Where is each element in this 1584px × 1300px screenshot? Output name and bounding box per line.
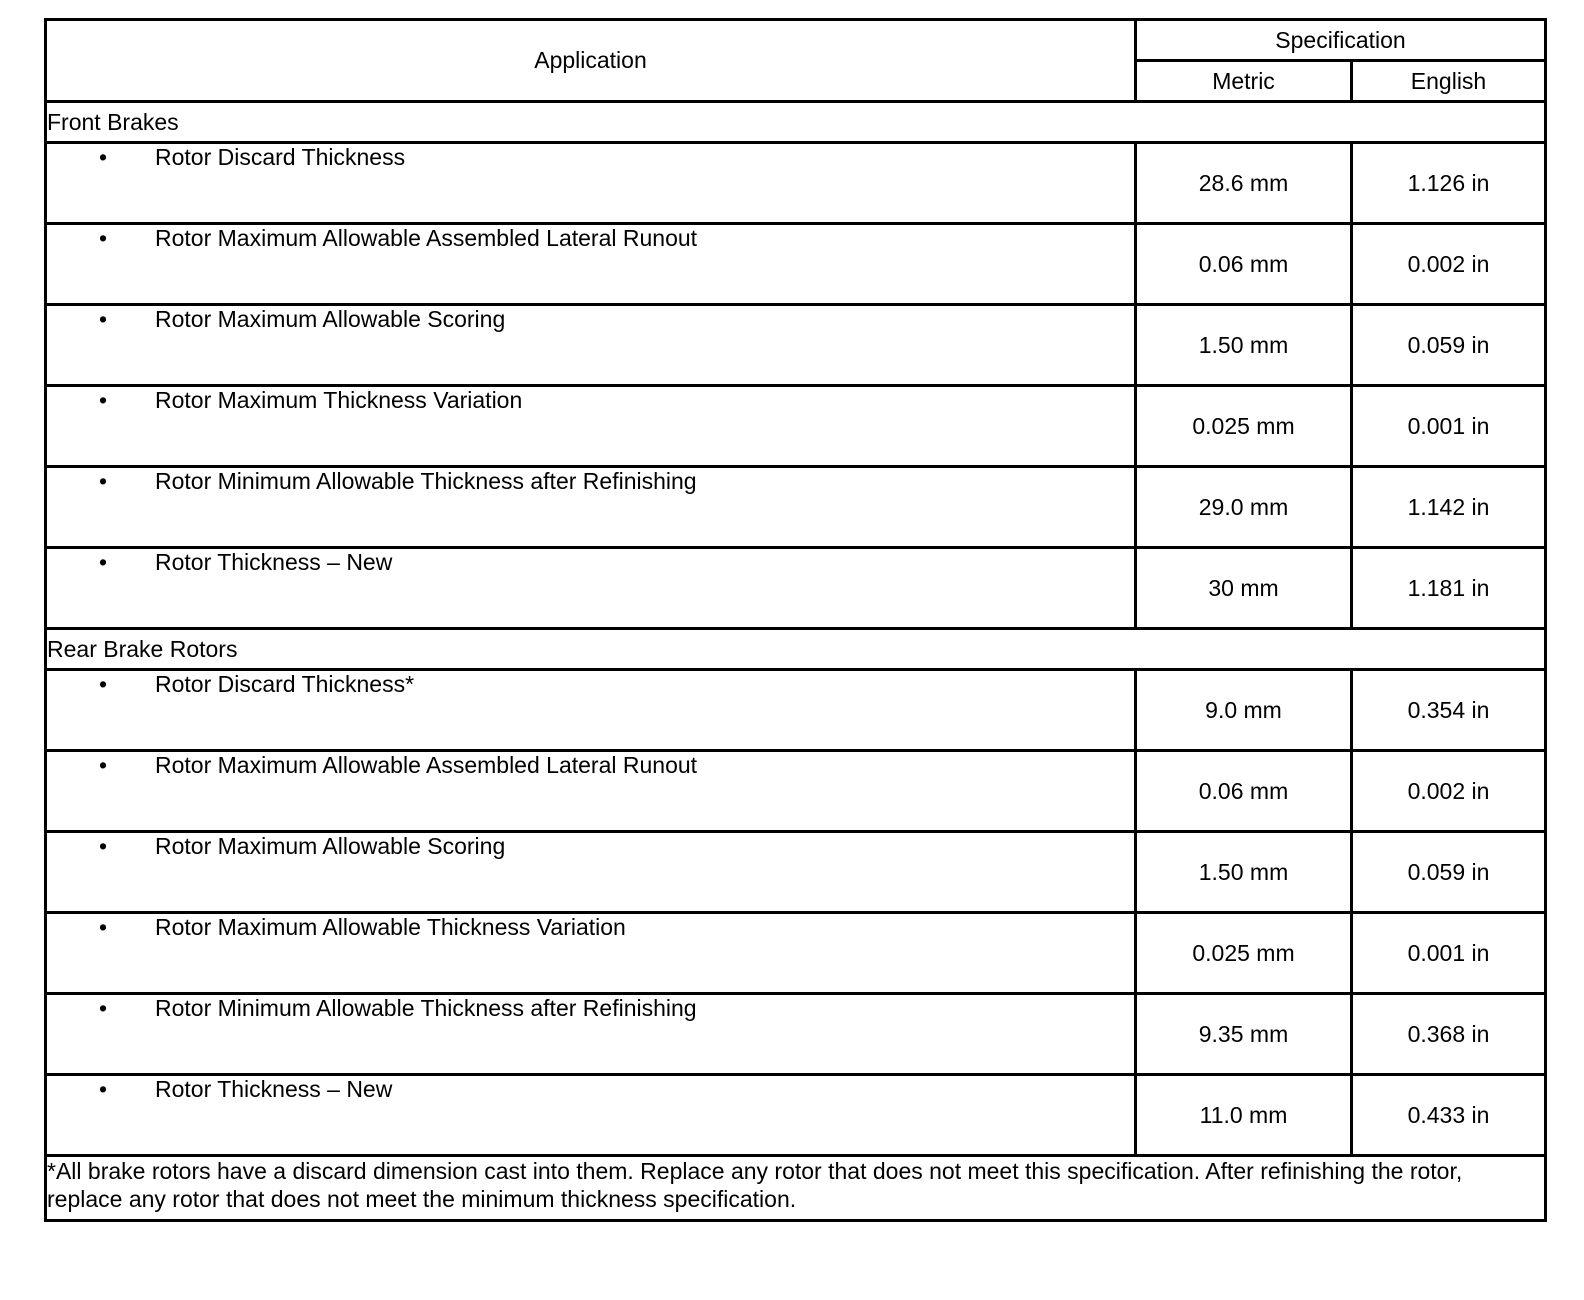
- table-row: [46, 386, 1546, 467]
- table-row: [46, 305, 1546, 386]
- application-cell: [46, 386, 1136, 467]
- english-value: 0.354 in: [1352, 670, 1546, 751]
- table-body: [46, 102, 1546, 1156]
- metric-value: 0.06 mm: [1136, 224, 1352, 305]
- application-cell: [46, 670, 1136, 751]
- application-cell: [46, 224, 1136, 305]
- footnote: *All brake rotors have a discard dimension cast into them. Replace any rotor that does not meet this specification. After refinishing the rotor, replace any rotor that does not meet the minimum thickness specification.: [46, 1156, 1546, 1221]
- bullet-icon: •: [99, 914, 108, 940]
- metric-value: 9.35 mm: [1136, 994, 1352, 1075]
- english-value: 1.181 in: [1352, 548, 1546, 629]
- bullet-icon: •: [99, 468, 108, 494]
- metric-value: 30 mm: [1136, 548, 1352, 629]
- metric-value: 11.0 mm: [1136, 1075, 1352, 1156]
- table-row: [46, 548, 1546, 629]
- metric-value: 0.025 mm: [1136, 913, 1352, 994]
- section-title: Rear Brake Rotors: [46, 629, 1546, 670]
- header-specification: Specification: [1136, 20, 1546, 61]
- english-value: 0.002 in: [1352, 224, 1546, 305]
- application-cell: [46, 305, 1136, 386]
- application-cell: [46, 143, 1136, 224]
- metric-value: 1.50 mm: [1136, 305, 1352, 386]
- bullet-icon: •: [99, 144, 108, 170]
- metric-value: 0.06 mm: [1136, 751, 1352, 832]
- application-cell: [46, 467, 1136, 548]
- application-text: Rotor Maximum Thickness Variation: [155, 387, 523, 413]
- application-cell: [46, 1075, 1136, 1156]
- header-metric: Metric: [1136, 61, 1352, 102]
- application-text: Rotor Discard Thickness: [155, 144, 406, 170]
- english-value: 0.368 in: [1352, 994, 1546, 1075]
- english-value: 1.126 in: [1352, 143, 1546, 224]
- english-value: 0.059 in: [1352, 832, 1546, 913]
- english-value: 1.142 in: [1352, 467, 1546, 548]
- table-row: [46, 751, 1546, 832]
- table-row: [46, 832, 1546, 913]
- application-text: Rotor Thickness – New: [155, 1076, 393, 1102]
- bullet-icon: •: [99, 225, 108, 251]
- application-cell: [46, 751, 1136, 832]
- table-row: [46, 994, 1546, 1075]
- metric-value: 28.6 mm: [1136, 143, 1352, 224]
- section-title: Front Brakes: [46, 102, 1546, 143]
- application-text: Rotor Maximum Allowable Thickness Variation: [155, 914, 626, 940]
- bullet-icon: •: [99, 1076, 108, 1102]
- section-row: [46, 629, 1546, 670]
- application-text: Rotor Minimum Allowable Thickness after Refinishing: [155, 468, 697, 494]
- table-row: [46, 224, 1546, 305]
- header-application: Application: [46, 20, 1136, 102]
- application-cell: [46, 832, 1136, 913]
- application-text: Rotor Maximum Allowable Scoring: [155, 306, 506, 332]
- metric-value: 1.50 mm: [1136, 832, 1352, 913]
- application-text: Rotor Discard Thickness*: [155, 671, 415, 697]
- application-cell: [46, 548, 1136, 629]
- application-text: Rotor Thickness – New: [155, 549, 393, 575]
- table-header: [46, 20, 1546, 102]
- table-row: [46, 670, 1546, 751]
- specification-table: [44, 18, 1547, 1222]
- table-row: [46, 143, 1546, 224]
- english-value: 0.433 in: [1352, 1075, 1546, 1156]
- application-cell: [46, 994, 1136, 1075]
- english-value: 0.001 in: [1352, 386, 1546, 467]
- metric-value: 29.0 mm: [1136, 467, 1352, 548]
- bullet-icon: •: [99, 671, 108, 697]
- english-value: 0.059 in: [1352, 305, 1546, 386]
- bullet-icon: •: [99, 995, 108, 1021]
- application-cell: [46, 913, 1136, 994]
- application-text: Rotor Maximum Allowable Scoring: [155, 833, 506, 859]
- header-english: English: [1352, 61, 1546, 102]
- table-row: [46, 913, 1546, 994]
- bullet-icon: •: [99, 752, 108, 778]
- bullet-icon: •: [99, 306, 108, 332]
- application-text: Rotor Maximum Allowable Assembled Lateral Runout: [155, 225, 698, 251]
- table-row: [46, 1075, 1546, 1156]
- application-text: Rotor Maximum Allowable Assembled Lateral Runout: [155, 752, 698, 778]
- bullet-icon: •: [99, 833, 108, 859]
- english-value: 0.002 in: [1352, 751, 1546, 832]
- table-row: [46, 467, 1546, 548]
- metric-value: 0.025 mm: [1136, 386, 1352, 467]
- application-text: Rotor Minimum Allowable Thickness after Refinishing: [155, 995, 697, 1021]
- section-row: [46, 102, 1546, 143]
- english-value: 0.001 in: [1352, 913, 1546, 994]
- bullet-icon: •: [99, 387, 108, 413]
- bullet-icon: •: [99, 549, 108, 575]
- metric-value: 9.0 mm: [1136, 670, 1352, 751]
